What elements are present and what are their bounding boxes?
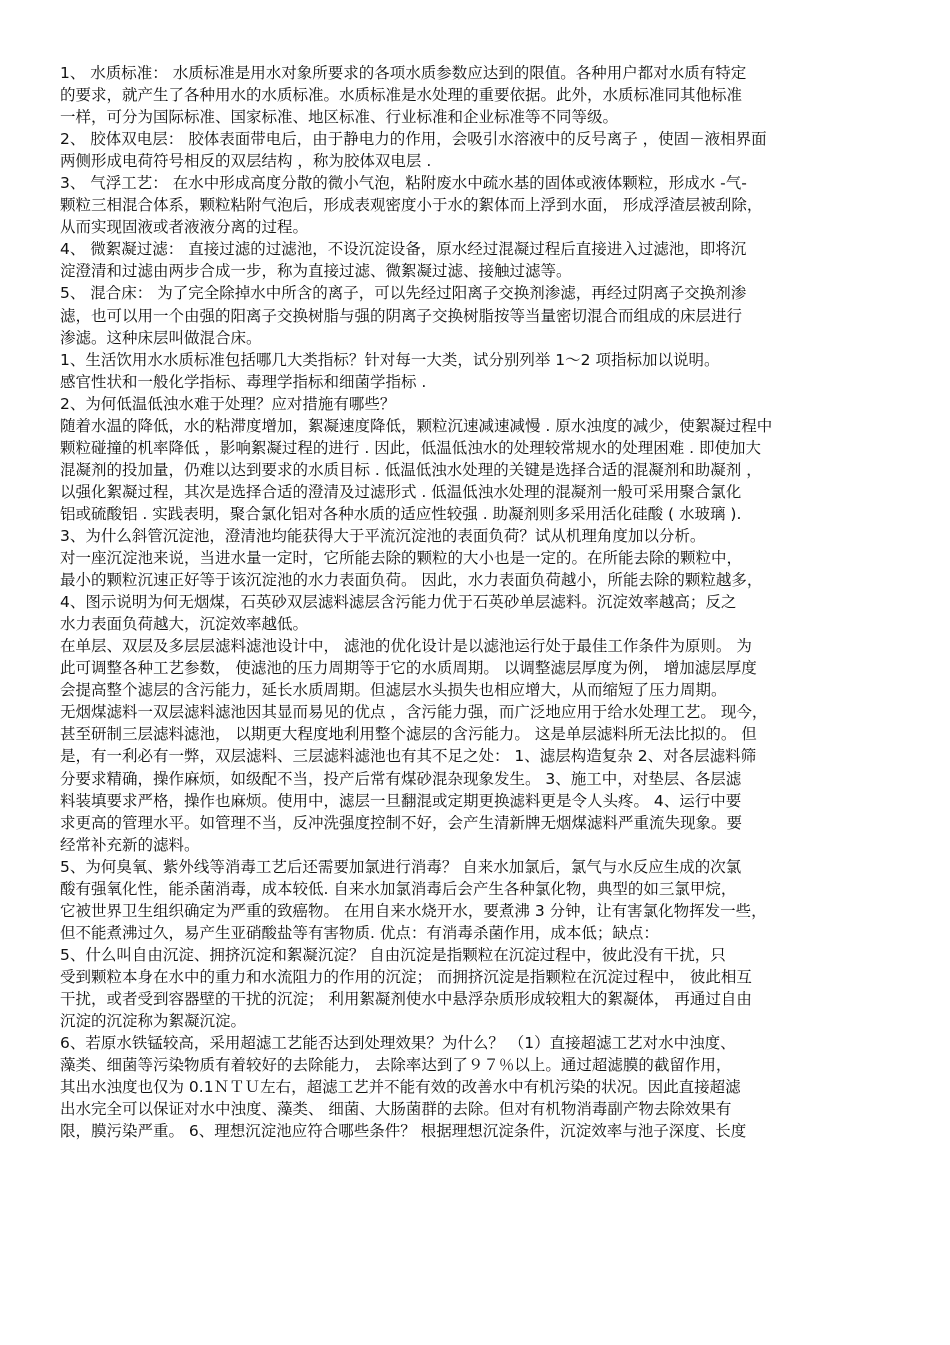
text-line: 出水完全可以保证对水中浊度、藻类、 细菌、大肠菌群的去除。但对有机物消毒副产物去除效果有 <box>60 1100 732 1119</box>
text-line: 随着水温的降低，水的粘滞度增加，絮凝速度降低，颗粒沉速减速减慢 . 原水浊度的减少，使絮凝过程中 <box>60 416 773 435</box>
text-line: 感官性状和一般化学指标、毒理学指标和细菌学指标 . <box>60 372 427 391</box>
text-line: 渗滤。这种床层叫做混合床。 <box>60 328 262 347</box>
text-line: 在单层、双层及多层层滤料滤池设计中， 滤池的优化设计是以滤池运行处于最佳工作条件为原则。 为 <box>60 637 752 656</box>
text-line: 1、 水质标准： 水质标准是用水对象所要求的各项水质参数应达到的限值。各种用户都对水质有特定 <box>60 64 747 82</box>
text-line: 2、 胶体双电层： 胶体表面带电后，由于静电力的作用，会吸引水溶液中的反号离子 ，使固－液相界面 <box>60 130 767 149</box>
text-line: 甚至研制三层滤料滤池， 以期更大程度地利用整个滤层的含污能力。 这是单层滤料所无法比拟的。 但 <box>60 725 757 744</box>
text-line: 是，有一利必有一弊，双层滤料、三层滤料滤池也有其不足之处： 1、滤层构造复杂 2、对各层滤料筛 <box>60 747 757 766</box>
text-line: 5、什么叫自由沉淀、拥挤沉淀和絮凝沉淀？ 自由沉淀是指颗粒在沉淀过程中，彼此没有干扰，只 <box>60 945 726 964</box>
text-line: 酸有强氧化性，能杀菌消毒，成本较低. 自来水加氯消毒后会产生各种氯化物，典型的如三氯甲烷， <box>60 879 737 898</box>
text-line: 对一座沉淀池来说，当进水量一定时，它所能去除的颗粒的大小也是一定的。在所能去除的颗粒中， <box>60 549 743 568</box>
text-line: 限，膜污染严重。 6、理想沉淀池应符合哪些条件？ 根据理想沉淀条件，沉淀效率与池子深度、长度 <box>60 1122 747 1141</box>
text-line: 沉淀的沉淀称为絮凝沉淀。 <box>60 1012 247 1031</box>
text-line: 淀澄清和过滤由两步合成一步，称为直接过滤、微絮凝过滤、接触过滤等。 <box>60 262 572 281</box>
text-line: 颗粒三相混合体系，颗粒粘附气泡后，形成表观密度小于水的絮体而上浮到水面， 形成浮渣层被刮除， <box>60 196 763 215</box>
text-line: 此可调整各种工艺参数， 使滤池的压力周期等于它的水质周期。 以调整滤层厚度为例， 增加滤层厚度 <box>60 659 757 678</box>
text-line: 最小的颗粒沉速正好等于该沉淀池的水力表面负荷。 因此，水力表面负荷越小，所能去除的颗粒越多， <box>60 571 763 590</box>
text-line: 无烟煤滤料一双层滤料滤池因其显而易见的优点 ，含污能力强，而广泛地应用于给水处理工艺。 现今， <box>60 703 768 722</box>
text-line: 求更高的管理水平。如管理不当，反冲洗强度控制不好，会产生清新牌无烟煤滤料严重流失现象。要 <box>60 813 743 832</box>
text-line: 受到颗粒本身在水中的重力和水流阻力的作用的沉淀； 而拥挤沉淀是指颗粒在沉淀过程中， 彼此相互 <box>60 967 752 986</box>
text-line: 6、若原水铁锰较高，采用超滤工艺能否达到处理效果？为什么？ （1）直接超滤工艺对水中浊度、 <box>60 1034 736 1053</box>
text-line: 料装填要求严格，操作也麻烦。使用中，滤层一旦翻混或定期更换滤料更是令人头疼。 4、运行中要 <box>60 791 742 810</box>
text-line: 3、为什么斜管沉淀池，澄清池均能获得大于平流沉淀池的表面负荷？试从机理角度加以分析。 <box>60 526 706 545</box>
text-line: 会提高整个滤层的含污能力，延长水质周期。但滤层水头损失也相应增大，从而缩短了压力周期。 <box>60 681 727 700</box>
text-line: 水力表面负荷越大，沉淀效率越低。 <box>60 615 309 634</box>
text-line: 4、 微絮凝过滤： 直接过滤的过滤池，不设沉淀设备，原水经过混凝过程后直接进入过滤池，即将沉 <box>60 240 747 259</box>
text-line: 分要求精确，操作麻烦，如级配不当，投产后常有煤砂混杂现象发生。 3、施工中，对垫层、各层滤 <box>60 769 742 788</box>
text-line: 干扰，或者受到容器壁的干扰的沉淀； 利用絮凝剂使水中悬浮杂质形成较粗大的絮凝体， 再通过自由 <box>60 989 752 1008</box>
text-line: 经常补充新的滤料。 <box>60 835 200 854</box>
text-line: 藻类、细菌等污染物质有着较好的去除能力， 去除率达到了９７％以上。通过超滤膜的截留作用， <box>60 1056 732 1075</box>
text-line: 铝或硫酸铝 . 实践表明，聚合氯化铝对各种水质的适应性较强 . 助凝剂则多采用活化硅酸 ( 水玻璃 ). <box>60 504 742 523</box>
text-line: 以强化絮凝过程，其次是选择合适的澄清及过滤形式 . 低温低浊水处理的混凝剂一般可采用聚合氯化 <box>60 482 742 501</box>
text-line: 5、 混合床： 为了完全除掉水中所含的离子，可以先经过阳离子交换剂渗滤，再经过阴离子交换剂渗 <box>60 284 747 303</box>
text-line: 其出水浊度也仅为 0.1ＮＴＵ左右，超滤工艺并不能有效的改善水中有机污染的状况。因此直接超滤 <box>60 1078 741 1097</box>
text-line: 的要求，就产生了各种用水的水质标准。水质标准是水处理的重要依据。此外，水质标准同其他标准 <box>60 86 743 105</box>
text-line: 5、为何臭氧、紫外线等消毒工艺后还需要加氯进行消毒？ 自来水加氯后，氯气与水反应生成的次氯 <box>60 857 742 876</box>
text-line: 混凝剂的投加量，仍难以达到要求的水质目标 . 低温低浊水处理的关键是选择合适的混凝剂和助凝剂 ， <box>60 460 762 479</box>
text-line: 滤，也可以用一个由强的阳离子交换树脂与强的阴离子交换树脂按等当量密切混合而组成的床层进行 <box>60 306 743 325</box>
text-line: 一样，可分为国际标准、国家标准、地区标准、行业标准和企业标准等不同等级。 <box>60 108 619 127</box>
text-line: 两侧形成电荷符号相反的双层结构 ，称为胶体双电层 . <box>60 152 432 171</box>
text-line: 但不能煮沸过久，易产生亚硝酸盐等有害物质. 优点：有消毒杀菌作用，成本低；缺点： <box>60 923 659 942</box>
text-line: 2、为何低温低浊水难于处理？应对措施有哪些？ <box>60 394 396 413</box>
text-line: 颗粒碰撞的机率降低 ，影响絮凝过程的进行 . 因此，低温低浊水的处理较常规水的处理困难 . 即使加大 <box>60 438 761 457</box>
text-line: 它被世界卫生组织确定为严重的致癌物。 在用自来水烧开水，要煮沸 3 分钟，让有害氯化物挥发一些， <box>60 901 767 920</box>
text-line: 1、生活饮用水水质标准包括哪几大类指标？针对每一大类，试分别列举 1～2 项指标加以说明。 <box>60 350 720 369</box>
text-line: 从而实现固液或者液液分离的过程。 <box>60 218 309 237</box>
text-line: 4、图示说明为何无烟煤，石英砂双层滤料滤层含污能力优于石英砂单层滤料。沉淀效率越高；反之 <box>60 593 737 612</box>
text-line: 3、 气浮工艺： 在水中形成高度分散的微小气泡，粘附废水中疏水基的固体或液体颗粒，形成水 -气- <box>60 174 747 193</box>
